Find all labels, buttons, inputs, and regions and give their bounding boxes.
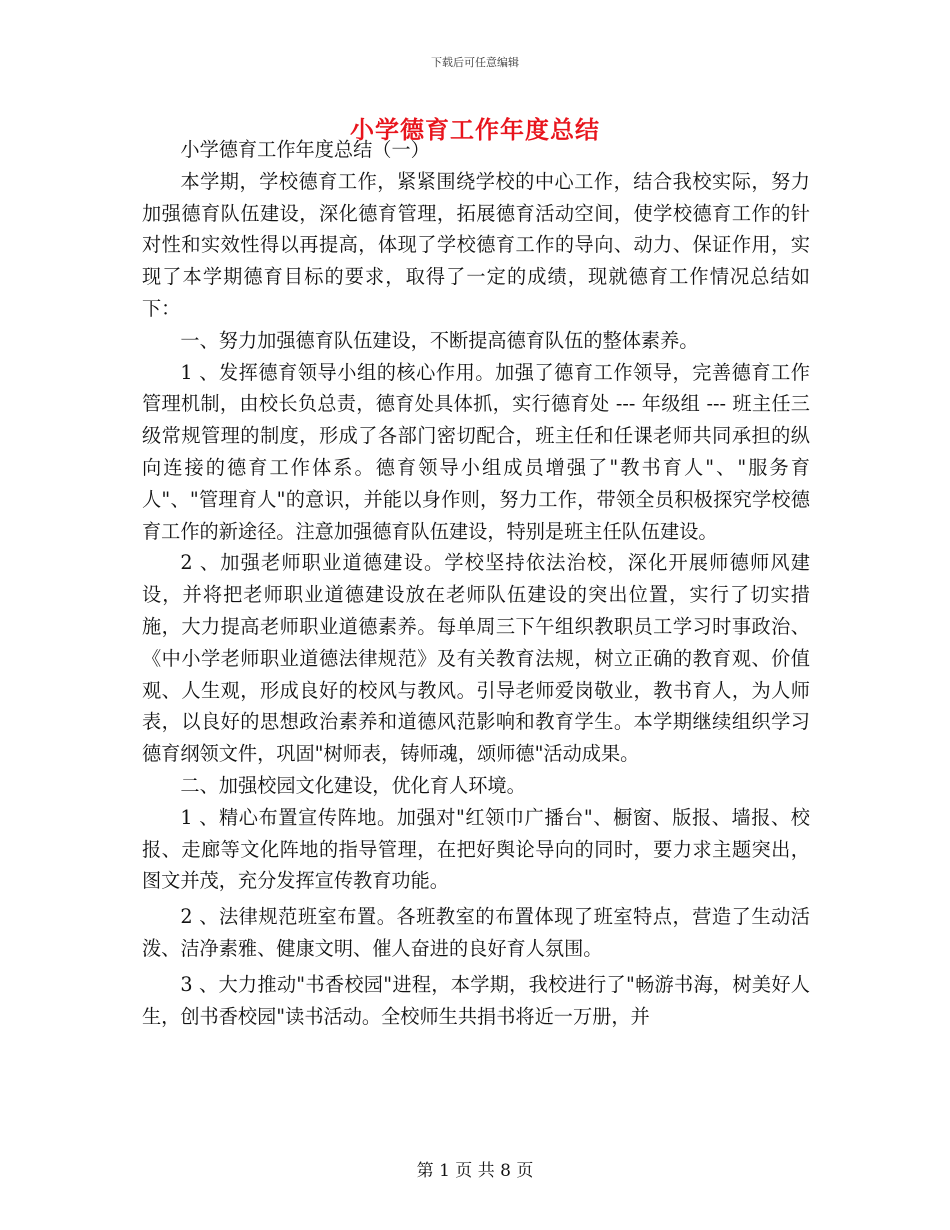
intro-paragraph: 本学期，学校德育工作，紧紧围绕学校的中心工作，结合我校实际，努力加强德育队伍建设，深化德育管理，拓展德育活动空间，使学校德育工作的针对性和实效性得以再提高，体现了学校德育工作的导向、动力、保证作用，实现了本学期德育目标的要求，取得了一定的成绩，现就德育工作情况总结如下：: [142, 169, 810, 320]
paragraph-1-1: 1 、发挥德育领导小组的核心作用。加强了德育工作领导，完善德育工作管理机制，由校长负总责，德育处具体抓，实行德育处 --- 年级组 --- 班主任三级常规管理的制度，形成了各部门密切配合，班主任和任课老师共同承担的纵向连接的德育工作体系。德育领导小组成员增强了"教书育人"、"服务育人"、"管理育人"的意识，并能以身作则，努力工作，带领全员积极探究学校德育工作的新途径。注意加强德育队伍建设，特别是班主任队伍建设。: [142, 360, 810, 543]
subtitle-paragraph: 小学德育工作年度总结（一）: [180, 138, 430, 161]
page-footer: 第 1 页 共 8 页: [416, 1161, 534, 1181]
paragraph-2-1: 1 、精心布置宣传阵地。加强对"红领巾广播台"、橱窗、版报、墙报、校报、走廊等文化阵地的指导管理，在把好舆论导向的同时，要力求主题突出，图文并茂，充分发挥宣传教育功能。: [142, 805, 810, 893]
document-title: 小学德育工作年度总结: [350, 115, 600, 144]
document-body: [142, 134, 810, 1032]
section-heading-2: 二、加强校园文化建设，优化育人环境。: [180, 773, 526, 797]
page-header: 下载后可任意编辑: [431, 56, 519, 69]
paragraph-1-2: 2 、加强老师职业道德建设。学校坚持依法治校，深化开展师德师风建设，并将把老师职业道德建设放在老师队伍建设的突出位置，实行了切实措施，大力提高老师职业道德素养。每单周三下午组织教职员工学习时事政治、《中小学老师职业道德法律规范》及有关教育法规，树立正确的教育观、价值观、人生观，形成良好的校风与教风。引导老师爱岗敬业，教书育人，为人师表，以良好的思想政治素养和道德风范影响和教育学生。本学期继续组织学习德育纲领文件，巩固"树师表，铸师魂，颂师德"活动成果。: [142, 551, 810, 766]
section-heading-1: 一、努力加强德育队伍建设，不断提高德育队伍的整体素养。: [180, 328, 699, 352]
paragraph-2-3: 3 、大力推动"书香校园"进程，本学期，我校进行了"畅游书海，树美好人生，创书香校园"读书活动。全校师生共捐书将近一万册，并: [142, 972, 810, 1028]
paragraph-2-2: 2 、法律规范班室布置。各班教室的布置体现了班室特点，营造了生动活泼、洁净素雅、健康文明、催人奋进的良好育人氛围。: [142, 905, 810, 960]
